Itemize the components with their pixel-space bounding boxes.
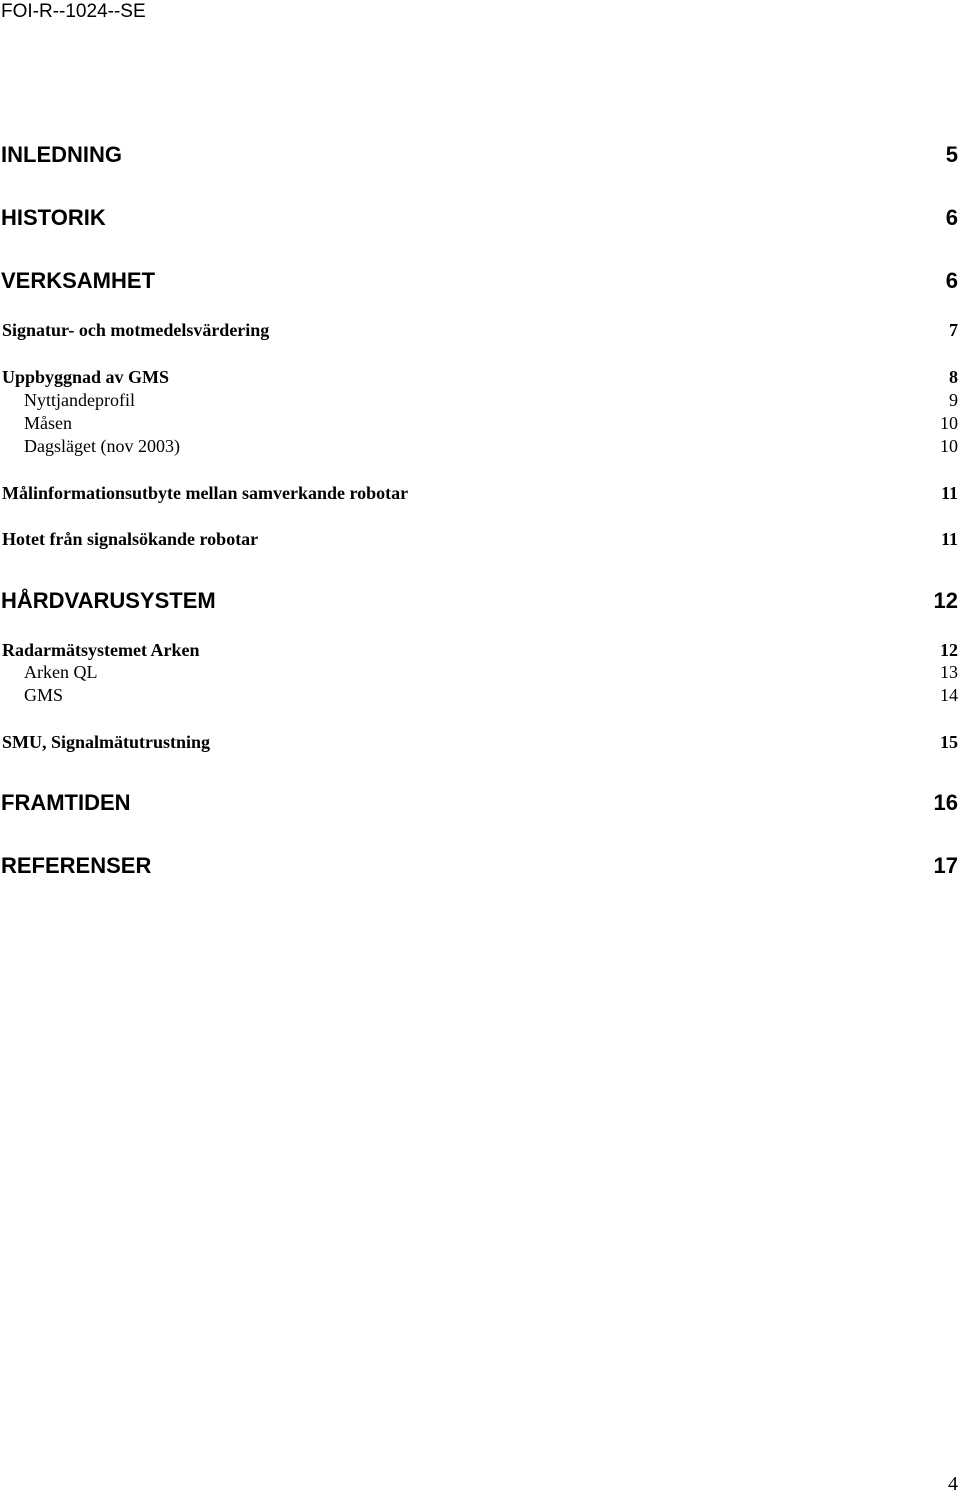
page-number: 4 xyxy=(948,1473,958,1495)
toc-entry-page: 8 xyxy=(949,367,958,387)
toc-entry-label: Uppbyggnad av GMS xyxy=(2,367,170,387)
toc-entry-smu[interactable] xyxy=(0,731,958,753)
toc-entry-page: 9 xyxy=(949,390,958,410)
toc-entry-label: Dagsläget (nov 2003) xyxy=(24,436,180,456)
toc-entry-historik[interactable] xyxy=(0,205,958,231)
toc-entry-dagslaget[interactable] xyxy=(0,435,958,457)
toc-entry-page: 12 xyxy=(940,640,958,660)
toc-entry-label: SMU, Signalmätutrustning xyxy=(2,732,211,752)
toc-entry-uppbyggnad-gms[interactable] xyxy=(0,366,958,388)
toc-entry-hotet[interactable] xyxy=(0,528,958,550)
toc-entry-page: 6 xyxy=(945,268,958,293)
toc-entry-label: FRAMTIDEN xyxy=(1,790,131,815)
toc-entry-page: 12 xyxy=(933,588,958,613)
toc-entry-nyttjandeprofil[interactable] xyxy=(0,389,958,411)
toc-entry-label: Nyttjandeprofil xyxy=(24,390,135,410)
document-id-header: FOI-R--1024--SE xyxy=(1,1,146,22)
toc-entry-gms[interactable] xyxy=(0,684,958,706)
toc-entry-label: Hotet från signalsökande robotar xyxy=(2,529,259,549)
toc-entry-label: INLEDNING xyxy=(1,142,122,167)
toc-entry-arken-ql[interactable] xyxy=(0,661,958,683)
toc-entry-page: 17 xyxy=(933,853,958,878)
toc-entry-label: Radarmätsystemet Arken xyxy=(2,640,200,660)
toc-entry-label: Måsen xyxy=(24,413,72,433)
toc-entry-label: HÅRDVARUSYSTEM xyxy=(1,588,216,613)
toc-entry-masen[interactable] xyxy=(0,412,958,434)
toc-entry-signatur[interactable] xyxy=(0,319,958,341)
toc-entry-inledning[interactable] xyxy=(0,142,958,168)
toc-entry-label: HISTORIK xyxy=(1,205,106,230)
toc-entry-page: 11 xyxy=(940,483,958,503)
toc-entry-hardvarusystem[interactable] xyxy=(0,588,958,614)
toc-entry-verksamhet[interactable] xyxy=(0,268,958,294)
toc-entry-page: 10 xyxy=(940,413,958,433)
toc-entry-page: 10 xyxy=(940,436,958,456)
toc-entry-label: REFERENSER xyxy=(1,853,152,878)
toc-entry-page: 16 xyxy=(933,790,958,815)
toc-entry-page: 7 xyxy=(949,320,958,340)
toc-entry-radarmatsystemet[interactable] xyxy=(0,639,958,661)
toc-entry-malinformationsutbyte[interactable] xyxy=(0,482,958,504)
toc-entry-label: GMS xyxy=(24,685,64,705)
toc-entry-page: 13 xyxy=(940,662,958,682)
toc-entry-label: Målinformationsutbyte mellan samverkande robotar xyxy=(2,483,409,503)
toc-entry-page: 6 xyxy=(945,205,958,230)
toc-entry-referenser[interactable] xyxy=(0,853,958,879)
toc-entry-page: 5 xyxy=(945,142,958,167)
toc-entry-framtiden[interactable] xyxy=(0,790,958,816)
toc-entry-label: VERKSAMHET xyxy=(1,268,156,293)
toc-entry-page: 14 xyxy=(940,685,958,705)
toc-entry-page: 15 xyxy=(940,732,958,752)
toc-entry-label: Signatur- och motmedelsvärdering xyxy=(2,320,270,340)
toc-entry-page: 11 xyxy=(940,529,958,549)
toc-entry-label: Arken QL xyxy=(24,662,98,682)
